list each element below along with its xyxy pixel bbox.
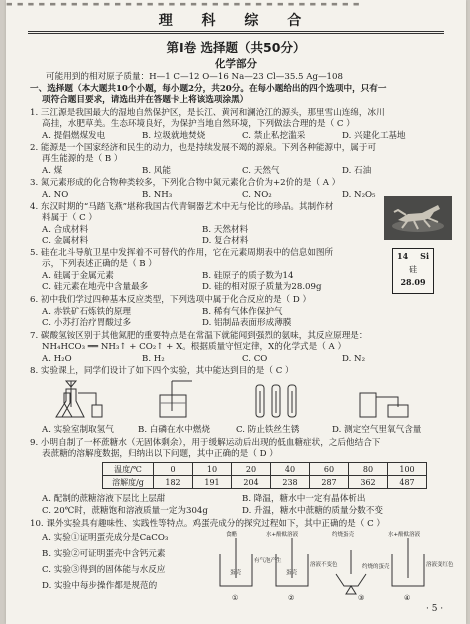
question-8-option-a[interactable]: A. 实验室制取氢气 — [42, 425, 114, 435]
solubility-table — [102, 462, 427, 489]
table-cell: 80 — [349, 463, 388, 476]
table-cell: 0 — [154, 463, 193, 476]
question-6-line-1: 6. 初中我们学过四种基本反应类型，下列选项中属于化合反应的是（ D ） — [30, 295, 312, 305]
question-10-option-b[interactable]: B. 实验②可证明蛋壳中含钙元素 — [42, 549, 166, 559]
question-6-option-b[interactable]: B. 稀有气体作保护气 — [202, 307, 283, 317]
question-1-option-b[interactable]: B. 垃圾就地焚烧 — [142, 131, 206, 141]
question-4-line-2: 料属于（ C ） — [42, 213, 98, 223]
figure-label: 约烧蛋壳 — [332, 532, 355, 538]
element-number: 14 — [397, 251, 409, 261]
question-4-line-1: 4. 东汉时期的“马踏飞燕”堪称我国古代青铜器艺术中无与伦比的珍品。其制作材 — [30, 202, 334, 212]
table-cell: 238 — [271, 476, 310, 489]
table-cell: 362 — [349, 476, 388, 489]
figure-label: 溶液变红色 — [426, 562, 454, 568]
question-7-option-d[interactable]: D. N₂ — [342, 354, 366, 364]
table-cell: 100 — [388, 463, 427, 476]
figure-label: 水+酚酞溶液 — [266, 532, 299, 538]
question-9-line-2: 表蔗糖的溶解度数据，归纳出以下问题，其中正确的是（ D ） — [42, 449, 278, 459]
element-symbol: Si — [420, 251, 429, 261]
table-row-label: 温度/℃ — [103, 463, 154, 476]
q8-apparatus-figures — [42, 377, 442, 421]
question-1-line-1: 1. 三江源是我国最大的湿地自然保护区，是长江、黄河和澜沧江的源头，那里雪山连绵，冰川 — [30, 108, 385, 118]
question-1-option-a[interactable]: A. 提倡燃煤发电 — [42, 131, 106, 141]
question-5-line-2: 示，下列表述正确的是（ B ） — [42, 259, 157, 269]
question-5-option-b[interactable]: B. 硅原子的质子数为14 — [202, 271, 294, 281]
question-9-line-1: 9. 小明自制了一杯蔗糖水（无固体剩余），用于缓解运动后出现的低血糖症状，之后他结合下 — [30, 438, 381, 448]
question-8-line-1: 8. 实验课上，同学们设计了如下四个实验，其中能达到目的是（ C ） — [30, 366, 294, 376]
question-1-option-c[interactable]: C. 禁止私挖滥采 — [242, 131, 306, 141]
table-row-label: 溶解度/g — [103, 476, 154, 489]
figure-label: ① — [232, 594, 239, 602]
figure-label: ④ — [404, 594, 411, 602]
question-3-option-d[interactable]: D. N₂O₅ — [342, 190, 376, 200]
document-title: 理 科 综 合 — [158, 13, 314, 29]
table-cell: 204 — [232, 476, 271, 489]
instructions-line-2: 项符合题目要求，请选出并在答题卡上将该选项涂黑） — [42, 95, 249, 105]
figure-label: 蛋壳 — [230, 570, 242, 576]
table-row — [103, 463, 427, 476]
question-3-option-c[interactable]: C. NO₂ — [242, 190, 272, 200]
figure-label: 蛋壳 — [286, 570, 298, 576]
table-cell: 182 — [154, 476, 193, 489]
question-4-option-a[interactable]: A. 合成材料 — [42, 225, 89, 235]
question-8-option-c[interactable]: C. 防止铁丝生锈 — [236, 425, 300, 435]
question-5-option-a[interactable]: A. 硅属于金属元素 — [42, 271, 114, 281]
question-1-option-d[interactable]: D. 兴建化工基地 — [342, 131, 406, 141]
question-5-option-c[interactable]: C. 硅元素在地壳中含量最多 — [42, 282, 149, 292]
question-2-option-b[interactable]: B. 风能 — [142, 166, 171, 176]
figure-label: 水+酚酞溶液 — [388, 532, 421, 538]
question-8-option-d[interactable]: D. 测定空气里氧气含量 — [332, 425, 422, 435]
instructions-line-1: 一、选择题（本大题共10个小题，每小题2分，共20分。在每小题给出的四个选项中，只有一 — [30, 84, 387, 94]
question-10-option-d[interactable]: D. 实验中每步操作都是规范的 — [42, 581, 158, 591]
question-1-line-2: 高挂，水肥草美。生态环境良好，为保护当地自然环境，下列做法合理的是（ C ） — [42, 119, 355, 129]
element-name: 硅 — [409, 265, 417, 274]
table-cell: 10 — [193, 463, 232, 476]
question-10-option-c[interactable]: C. 实验③得到的固体能与水反应 — [42, 565, 166, 575]
question-2-line-1: 2. 能源是一个国家经济和民生的动力，也是持续发展不竭的源泉。下列各种能源中，属于可 — [30, 143, 377, 153]
atomic-masses: 可能用到的相对原子质量：H—1 C—12 O—16 Na—23 Cl—35.5 Ag—108 — [46, 72, 343, 82]
question-5-line-1: 5. 硅在北斗导航卫星中发挥着不可替代的作用，它在元素周期表中的信息如图所 — [30, 248, 334, 258]
figure-label: 有气泡产生 — [254, 558, 282, 564]
table-cell: 60 — [310, 463, 349, 476]
question-2-option-c[interactable]: C. 天然气 — [242, 166, 280, 176]
table-cell: 191 — [193, 476, 232, 489]
question-7-line-1: 7. 碳酸氢铵区别于其他氮肥的重要特点是在常温下就能闻到强烈的氨味，其反应原理是： — [30, 331, 368, 341]
question-7-option-c[interactable]: C. CO — [242, 354, 268, 364]
table-cell: 487 — [388, 476, 427, 489]
question-9-option-d[interactable]: D. 升温，糖水中蔗糖的质量分数不变 — [242, 506, 383, 516]
figure-label: 溶液不变色 — [310, 562, 338, 568]
question-7-option-b[interactable]: B. H₂ — [142, 354, 165, 364]
question-3-option-b[interactable]: B. NH₃ — [142, 190, 173, 200]
figure-label: ② — [288, 594, 295, 602]
question-2-option-d[interactable]: D. 石油 — [342, 166, 372, 176]
question-6-option-c[interactable]: C. 小苏打治疗胃酸过多 — [42, 318, 132, 328]
table-row — [103, 476, 427, 489]
question-8-option-b[interactable]: B. 白磷在水中燃烧 — [138, 425, 210, 435]
q10-experiment-figures — [212, 530, 454, 602]
section-title: 第Ⅰ卷 选择题（共50分） — [166, 40, 306, 55]
question-10-line-1: 10. 课外实验具有趣味性、实践性等特点。鸡蛋壳成分的探究过程如下，其中正确的是（ C ） — [30, 519, 386, 529]
question-7-option-a[interactable]: A. H₂O — [42, 354, 72, 364]
title-rule-bottom — [28, 33, 444, 34]
page-top-edge: ▬ ▬ ▬ ▬ ▬ ▬ ▬ ▬ ▬ ▬ ▬ ▬ ▬ ▬ ▬ ▬ ▬ ▬ ▬ ▬ ▬ ▬ ▬ ▬ ▬ ▬ ▬ ▬ ▬ ▬ ▬ ▬ ▬ — [6, 0, 361, 8]
question-2-line-2: 再生能源的是（ B ） — [42, 154, 123, 164]
bronze-horse-photo — [384, 196, 452, 240]
question-2-option-a[interactable]: A. 煤 — [42, 166, 63, 176]
question-10-option-a[interactable]: A. 实验①证明蛋壳成分是CaCO₃ — [42, 533, 169, 543]
question-7-line-2: NH₄HCO₃ ══ NH₃↑ + CO₂↑ + X。根据质量守恒定律，X的化学式是（ A ） — [42, 342, 347, 352]
figure-label: 食醋 — [226, 532, 238, 538]
table-cell: 40 — [271, 463, 310, 476]
question-6-option-a[interactable]: A. 赤铁矿石炼铁的原理 — [42, 307, 132, 317]
question-9-option-c[interactable]: C. 20℃时，蔗糖饱和溶液质量一定为304g — [42, 506, 208, 516]
question-4-option-d[interactable]: D. 复合材料 — [202, 236, 249, 246]
element-mass: 28.09 — [400, 277, 426, 287]
page-number: · 5 · — [426, 604, 444, 614]
question-3-option-a[interactable]: A. NO — [42, 190, 69, 200]
exam-page — [6, 0, 466, 624]
table-cell: 287 — [310, 476, 349, 489]
question-4-option-c[interactable]: C. 金属材料 — [42, 236, 89, 246]
silicon-element-card — [392, 248, 434, 294]
question-3-line-1: 3. 氮元素形成的化合物种类较多，下列化合物中氮元素化合价为+2价的是（ A ） — [30, 178, 341, 188]
question-6-option-d[interactable]: D. 铝制品表面形成薄膜 — [202, 318, 292, 328]
figure-label: ③ — [358, 594, 365, 602]
question-9-option-a[interactable]: A. 配制的蔗糖溶液下层比上层甜 — [42, 494, 166, 504]
question-4-option-b[interactable]: B. 天然材料 — [202, 225, 249, 235]
question-9-option-b[interactable]: B. 降温，糖水中一定有晶体析出 — [242, 494, 366, 504]
figure-label: 约烧的蛋壳 — [362, 564, 390, 570]
question-5-option-d[interactable]: D. 硅的相对原子质量为28.09g — [202, 282, 322, 292]
table-cell: 20 — [232, 463, 271, 476]
subsection-title: 化学部分 — [215, 58, 257, 70]
title-rule-top — [28, 31, 444, 32]
